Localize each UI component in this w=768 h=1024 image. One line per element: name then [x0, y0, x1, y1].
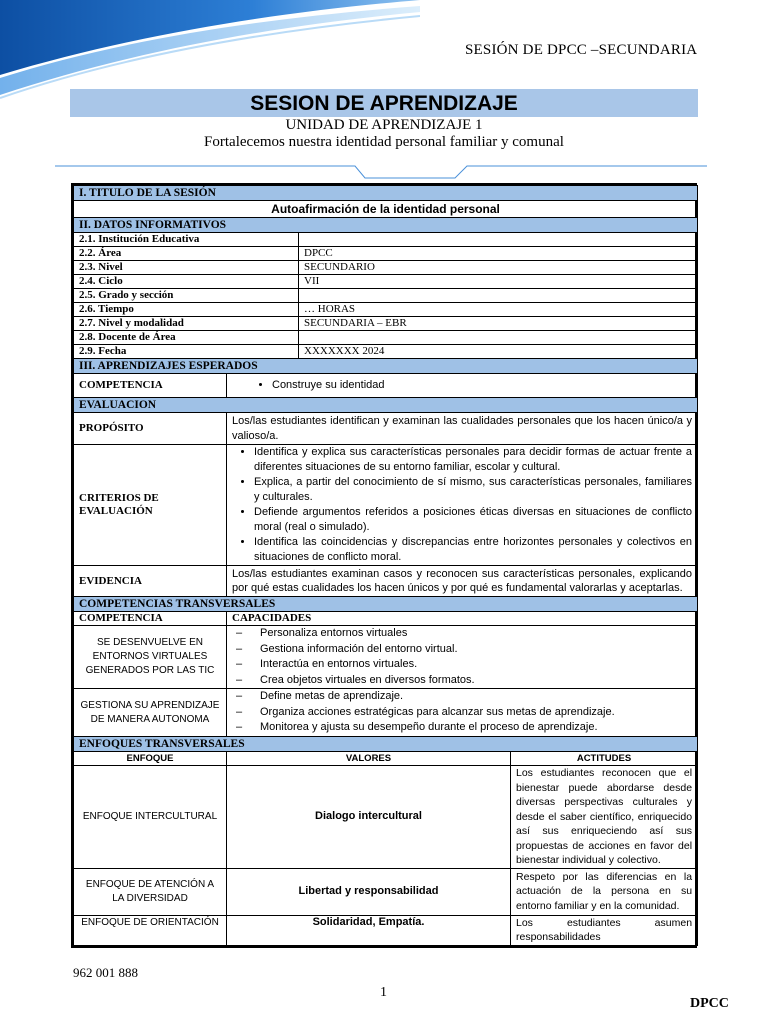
competencia-value: • Construye su identidad: [272, 378, 692, 393]
capacidad-item: – Define metas de aprendizaje.: [236, 689, 692, 705]
evidencia-label: EVIDENCIA: [74, 566, 227, 597]
dato-label: 2.5. Grado y sección: [74, 289, 299, 303]
section-enfoques: ENFOQUES TRANSVERSALES: [74, 737, 698, 752]
actitudes-header: ACTITUDES: [511, 752, 698, 766]
enfoque-header: ENFOQUE: [74, 752, 227, 766]
footer-phone: 962 001 888: [73, 965, 138, 980]
section-titulo: I. TITULO DE LA SESIÓN: [74, 186, 698, 201]
page-number: 1: [380, 985, 387, 1000]
dato-value: SECUNDARIO: [299, 261, 698, 275]
dato-value: VII: [299, 275, 698, 289]
capacidad-item: – Organiza acciones estratégicas para alcanzar sus metas de aprendizaje.: [236, 705, 692, 721]
unit-title: UNIDAD DE APRENDIZAJE 1: [285, 117, 483, 133]
enfoque-name: ENFOQUE DE ORIENTACIÓN: [74, 915, 227, 945]
footer-right-text: DPCC: [690, 996, 729, 1011]
unit-subtitle: Fortalecemos nuestra identidad personal familiar y comunal: [204, 134, 564, 150]
dato-label: 2.3. Nivel: [74, 261, 299, 275]
criterio-item: • Explica, a partir del conocimiento de sí mismo, sus características personales, familiares y culturales.: [254, 475, 692, 505]
evidencia-value: Los/las estudiantes examinan casos y reconocen sus características personales, explicando por qué estas cualidades los hacen únicos y por qué es fundamental valorarlas y aceptarlas.: [227, 566, 698, 597]
dato-label: 2.7. Nivel y modalidad: [74, 317, 299, 331]
dato-value: [299, 289, 698, 303]
enfoque-actitud: Los estudiantes asumen responsabilidades: [511, 915, 698, 945]
competencia-label: COMPETENCIA: [74, 374, 227, 398]
capacidad-item: – Interactúa en entornos virtuales.: [236, 657, 692, 673]
enfoque-actitud: Los estudiantes reconocen que el bienestar puede abordarse desde diversas perspectivas culturales y desde el saber científico, enriquecido así sus enriqueciendo así sus propuestas de acciones en favor del bienestar individual y colectivo.: [511, 766, 698, 869]
dato-value: … HORAS: [299, 303, 698, 317]
section-aprendizajes: III. APRENDIZAJES ESPERADOS: [74, 359, 698, 374]
enfoque-name: ENFOQUE INTERCULTURAL: [74, 766, 227, 869]
session-document: [71, 183, 697, 948]
dato-label: 2.9. Fecha: [74, 345, 299, 359]
capacidad-item: – Crea objetos virtuales en diversos formatos.: [236, 673, 692, 689]
proposito-label: PROPÓSITO: [74, 413, 227, 445]
divider-line: [55, 162, 707, 182]
capacidades-list: [232, 626, 692, 688]
section-datos: II. DATOS INFORMATIVOS: [74, 218, 698, 233]
dato-value: XXXXXXX 2024: [299, 345, 698, 359]
comp-trans-name: GESTIONA SU APRENDIZAJE DE MANERA AUTONOMA: [74, 689, 227, 737]
capacidad-item: – Monitorea y ajusta su desempeño durante el proceso de aprendizaje.: [236, 720, 692, 736]
capacidades-list: [232, 689, 692, 736]
dato-label: 2.8. Docente de Área: [74, 331, 299, 345]
section-comp-trans: COMPETENCIAS TRANSVERSALES: [74, 597, 698, 612]
criterio-item: • Identifica y explica sus características personales para decidir formas de actuar frente a diferentes situaciones de su entorno familiar, escolar y cultural.: [254, 445, 692, 475]
criterios-label: CRITERIOS DE EVALUACIÓN: [74, 445, 227, 566]
enfoque-name: ENFOQUE DE ATENCIÓN A LA DIVERSIDAD: [74, 868, 227, 915]
enfoque-valor: Libertad y responsabilidad: [227, 868, 511, 915]
criterios-list: [232, 445, 692, 565]
session-table: [73, 185, 698, 946]
dato-value: DPCC: [299, 247, 698, 261]
page-title: SESION DE APRENDIZAJE: [250, 92, 518, 115]
enfoque-valor: Solidaridad, Empatía.: [227, 915, 511, 945]
criterio-item: • Identifica las coincidencias y discrepancias entre horizontes personales y colectivos en situaciones de conflicto moral.: [254, 535, 692, 565]
section-evaluacion: EVALUACION: [74, 398, 698, 413]
dato-label: 2.2. Área: [74, 247, 299, 261]
valores-header: VALORES: [227, 752, 511, 766]
session-title-value: Autoafirmación de la identidad personal: [74, 201, 698, 218]
criterio-item: • Defiende argumentos referidos a posiciones éticas diversas en situaciones de conflicto moral (real o simulado).: [254, 505, 692, 535]
comp-trans-name: SE DESENVUELVE EN ENTORNOS VIRTUALES GENERADOS POR LAS TIC: [74, 626, 227, 689]
dato-label: 2.6. Tiempo: [74, 303, 299, 317]
comp-trans-header-capacidades: CAPACIDADES: [227, 612, 698, 626]
enfoque-actitud: Respeto por las diferencias en la actuación de la persona en su entorno familiar y en la comunidad.: [511, 868, 698, 915]
enfoque-valor: Dialogo intercultural: [227, 766, 511, 869]
dato-value: [299, 331, 698, 345]
proposito-value: Los/las estudiantes identifican y examinan las cualidades personales que los hacen único/a y valioso/a.: [227, 413, 698, 445]
comp-trans-header-competencia: COMPETENCIA: [74, 612, 227, 626]
dato-label: 2.1. Institución Educativa: [74, 233, 299, 247]
capacidad-item: – Gestiona información del entorno virtual.: [236, 642, 692, 658]
dato-value: SECUNDARIA – EBR: [299, 317, 698, 331]
dato-label: 2.4. Ciclo: [74, 275, 299, 289]
header-right-text: SESIÓN DE DPCC –SECUNDARIA: [465, 42, 698, 58]
capacidad-item: – Personaliza entornos virtuales: [236, 626, 692, 642]
dato-value: [299, 233, 698, 247]
